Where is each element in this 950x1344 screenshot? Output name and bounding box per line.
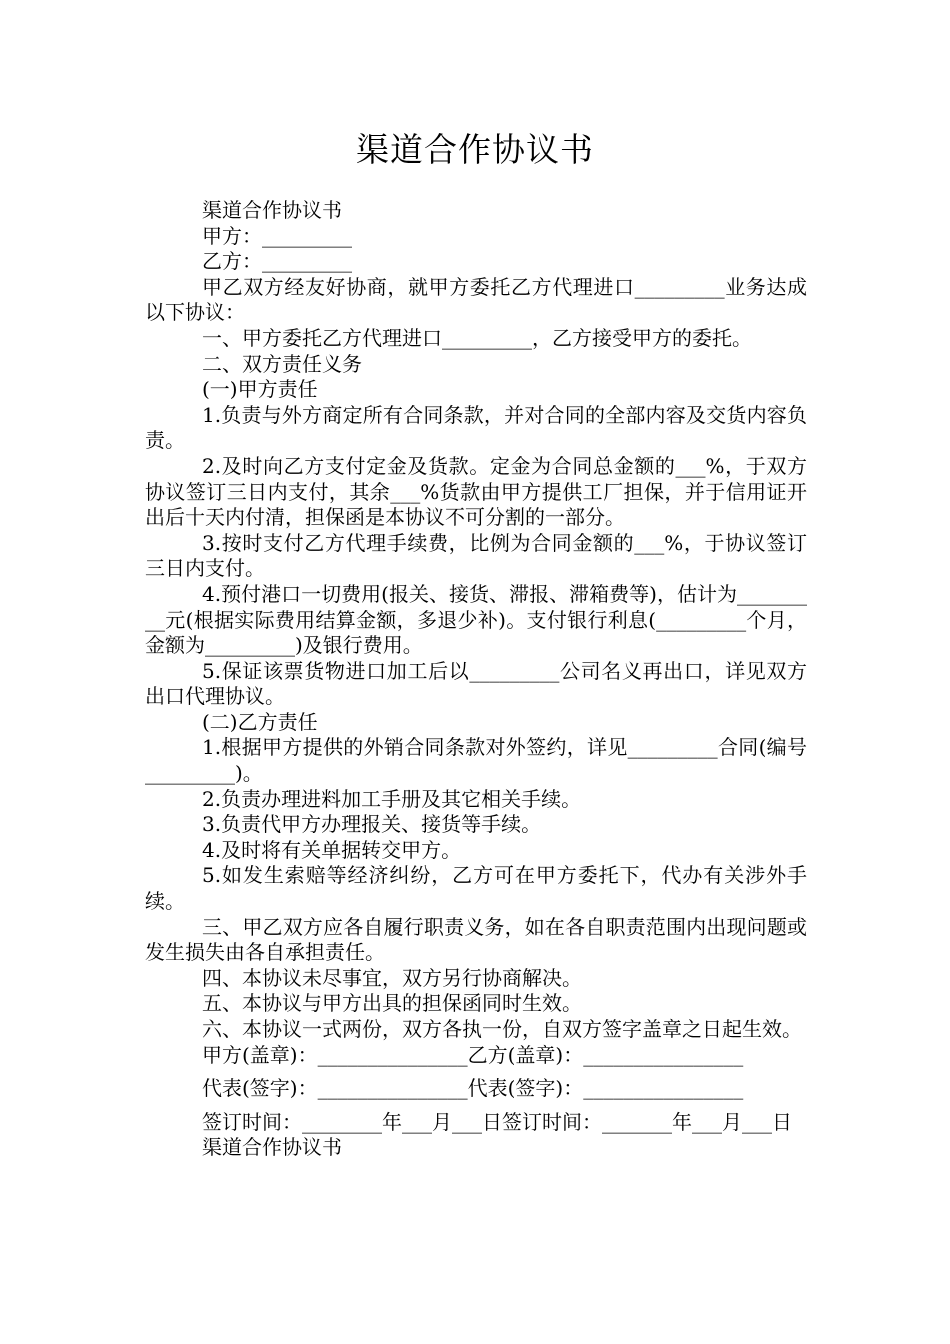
party-b-item-3: 3.负责代甲方办理报关、接货等手续。 — [202, 812, 542, 837]
clause-5: 五、本协议与甲方出具的担保函同时生效。 — [202, 991, 582, 1016]
party-b-item-1: 1.根据甲方提供的外销合同条款对外签约，详见_________合同(编号_________)。 — [145, 735, 807, 786]
document-body — [145, 198, 807, 1161]
signature-line: 代表(签字)：_______________代表(签字)：________________ — [202, 1076, 744, 1101]
body-paragraph: 渠道合作协议书 — [202, 198, 342, 222]
body-paragraph: 甲乙双方经友好协商，就甲方委托乙方代理进口_________业务达成以下协议： — [145, 274, 807, 325]
seal-line: 甲方(盖章)：_______________乙方(盖章)：________________ — [202, 1042, 744, 1067]
clause-6: 六、本协议一式两份，双方各执一份，自双方签字盖章之日起生效。 — [202, 1017, 802, 1041]
party-a-line: 甲方：_________ — [202, 223, 352, 248]
party-a-item-3: 3.按时支付乙方代理手续费，比例为合同金额的___%，于协议签订三日内支付。 — [145, 530, 807, 581]
signing-date-line: 签订时间：________年___月___日签订时间：_______年___月___日 — [202, 1109, 792, 1134]
party-a-item-2: 2.及时向乙方支付定金及货款。定金为合同总金额的___%，于双方协议签订三日内支付，其余___%货款由甲方提供工厂担保，并于信用证开出后十天内付清，担保函是本协议不可分割的一部分。 — [145, 453, 807, 530]
party-a-item-5: 5.保证该票货物进口加工后以_________公司名义再出口，详见双方出口代理协议。 — [145, 658, 807, 709]
clause-3: 三、甲乙双方应各自履行职责义务，如在各自职责范围内出现问题或发生损失由各自承担责任。 — [145, 914, 807, 965]
body-paragraph: 渠道合作协议书 — [202, 1135, 342, 1160]
clause-1: 一、甲方委托乙方代理进口_________，乙方接受甲方的委托。 — [202, 325, 752, 350]
section-party-a-heading: (一)甲方责任 — [202, 377, 318, 402]
clause-2-heading: 二、双方责任义务 — [202, 351, 362, 376]
party-b-item-4: 4.及时将有关单据转交甲方。 — [202, 837, 462, 862]
clause-4: 四、本协议未尽事宜，双方另行协商解决。 — [202, 965, 582, 990]
party-b-item-2: 2.负责办理进料加工手册及其它相关手续。 — [202, 786, 582, 811]
party-a-item-1: 1.负责与外方商定所有合同条款，并对合同的全部内容及交货内容负责。 — [145, 402, 807, 453]
party-b-line: 乙方：_________ — [202, 249, 352, 274]
section-party-b-heading: (二)乙方责任 — [202, 709, 318, 734]
document-title: 渠道合作协议书 — [356, 130, 594, 169]
party-a-item-4: 4.预付港口一切费用(报关、接货、滞报、滞箱费等)，估计为_________元(根据实际费用结算金额，多退少补)。支付银行利息(_________个月，金额为_________)及银行费用。 — [145, 581, 807, 658]
party-b-item-5: 5.如发生索赔等经济纠纷，乙方可在甲方委托下，代办有关涉外手续。 — [145, 863, 807, 914]
